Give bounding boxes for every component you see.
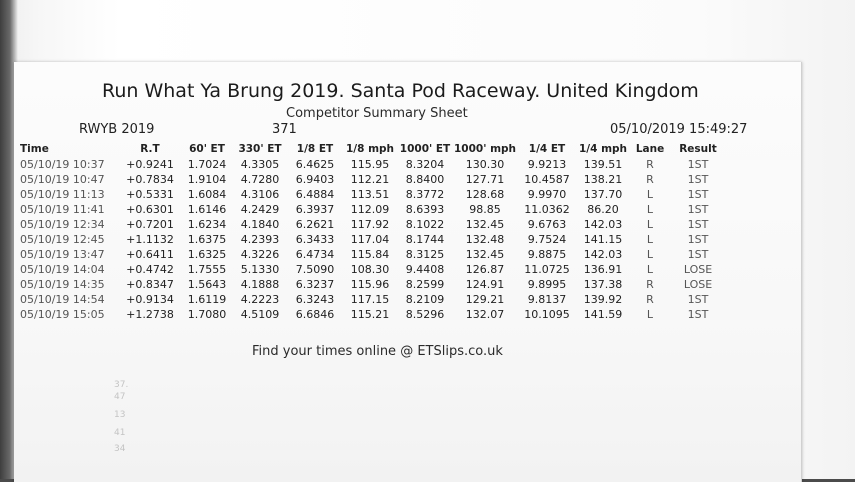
col-eighth-mph: 1/8 mph bbox=[345, 143, 395, 155]
cell-lane: R bbox=[646, 293, 654, 306]
cell-time: 05/10/19 14:54 bbox=[20, 293, 105, 306]
cell-eighth-et: 6.4734 bbox=[295, 248, 335, 261]
cell-time: 05/10/19 10:37 bbox=[20, 158, 105, 171]
cell-result: 1ST bbox=[687, 218, 709, 231]
cell-eighth-mph: 117.04 bbox=[350, 233, 390, 246]
col-60ft-et: 60' ET bbox=[189, 143, 225, 155]
cell-result: 1ST bbox=[687, 308, 709, 321]
cell-quarter-et: 11.0362 bbox=[524, 203, 570, 216]
cell-1000ft-mph: 126.87 bbox=[465, 263, 505, 276]
cell-reaction-time: +1.2738 bbox=[126, 308, 174, 321]
cell-eighth-mph: 115.84 bbox=[350, 248, 390, 261]
cell-330ft-et: 4.1888 bbox=[240, 278, 280, 291]
cell-result: 1ST bbox=[687, 173, 709, 186]
cell-330ft-et: 4.2393 bbox=[240, 233, 280, 246]
table-row bbox=[18, 262, 726, 277]
cell-eighth-mph: 115.95 bbox=[350, 158, 390, 171]
cell-60ft-et: 1.6119 bbox=[187, 293, 227, 306]
cell-1000ft-mph: 129.21 bbox=[465, 293, 505, 306]
cell-eighth-mph: 115.21 bbox=[350, 308, 390, 321]
cell-lane: L bbox=[646, 218, 654, 231]
cell-eighth-mph: 113.51 bbox=[350, 188, 390, 201]
cell-reaction-time: +0.7201 bbox=[126, 218, 174, 231]
cell-330ft-et: 4.5109 bbox=[240, 308, 280, 321]
cell-eighth-et: 6.3243 bbox=[295, 293, 335, 306]
cell-quarter-et: 9.6763 bbox=[527, 218, 567, 231]
cell-reaction-time: +1.1132 bbox=[126, 233, 174, 246]
cell-quarter-et: 10.1095 bbox=[524, 308, 570, 321]
cell-330ft-et: 4.2223 bbox=[240, 293, 280, 306]
cell-eighth-et: 6.3433 bbox=[295, 233, 335, 246]
print-datetime: 05/10/2019 15:49:27 bbox=[610, 122, 748, 137]
cell-eighth-et: 6.6846 bbox=[295, 308, 335, 321]
cell-reaction-time: +0.6411 bbox=[126, 248, 174, 261]
cell-1000ft-et: 8.1022 bbox=[405, 218, 445, 231]
cell-eighth-mph: 115.96 bbox=[350, 278, 390, 291]
cell-1000ft-et: 8.3772 bbox=[405, 188, 445, 201]
cell-60ft-et: 1.6375 bbox=[187, 233, 227, 246]
table-row bbox=[18, 202, 726, 217]
cell-lane: L bbox=[646, 233, 654, 246]
col-result: Result bbox=[679, 143, 717, 155]
sheet-subtitle: Competitor Summary Sheet bbox=[286, 106, 468, 121]
table-row bbox=[18, 247, 726, 262]
cell-quarter-et: 9.7524 bbox=[527, 233, 567, 246]
cell-1000ft-mph: 132.45 bbox=[465, 218, 505, 231]
cell-1000ft-mph: 128.68 bbox=[465, 188, 505, 201]
cell-1000ft-et: 8.5296 bbox=[405, 308, 445, 321]
cell-quarter-et: 10.4587 bbox=[524, 173, 570, 186]
cell-quarter-mph: 137.38 bbox=[583, 278, 623, 291]
show-through-mark: 41 bbox=[114, 428, 126, 438]
cell-eighth-mph: 117.92 bbox=[350, 218, 390, 231]
col-quarter-et: 1/4 ET bbox=[528, 143, 566, 155]
cell-330ft-et: 4.3106 bbox=[240, 188, 280, 201]
cell-result: 1ST bbox=[687, 188, 709, 201]
col-330ft-et: 330' ET bbox=[238, 143, 282, 155]
cell-time: 05/10/19 12:34 bbox=[20, 218, 105, 231]
cell-1000ft-mph: 132.48 bbox=[465, 233, 505, 246]
table-row bbox=[18, 172, 726, 187]
cell-lane: L bbox=[646, 188, 654, 201]
cell-lane: L bbox=[646, 263, 654, 276]
cell-eighth-et: 6.9403 bbox=[295, 173, 335, 186]
cell-1000ft-et: 8.3204 bbox=[405, 158, 445, 171]
cell-quarter-et: 11.0725 bbox=[524, 263, 570, 276]
col-lane: Lane bbox=[635, 143, 665, 155]
show-through-mark: 13 bbox=[114, 410, 126, 420]
cell-1000ft-mph: 98.85 bbox=[469, 203, 501, 216]
cell-quarter-et: 9.9970 bbox=[527, 188, 567, 201]
cell-1000ft-mph: 132.45 bbox=[465, 248, 505, 261]
cell-time: 05/10/19 11:41 bbox=[20, 203, 105, 216]
cell-eighth-et: 6.3937 bbox=[295, 203, 335, 216]
competitor-number: 371 bbox=[272, 122, 297, 137]
cell-330ft-et: 4.3226 bbox=[240, 248, 280, 261]
cell-1000ft-mph: 132.07 bbox=[465, 308, 505, 321]
table-row bbox=[18, 217, 726, 232]
cell-330ft-et: 4.2429 bbox=[240, 203, 280, 216]
cell-lane: R bbox=[646, 173, 654, 186]
cell-reaction-time: +0.9241 bbox=[126, 158, 174, 171]
cell-result: 1ST bbox=[687, 293, 709, 306]
col-eighth-et: 1/8 ET bbox=[296, 143, 334, 155]
cell-reaction-time: +0.4742 bbox=[126, 263, 174, 276]
cell-330ft-et: 4.1840 bbox=[240, 218, 280, 231]
cell-60ft-et: 1.7080 bbox=[187, 308, 227, 321]
cell-1000ft-et: 8.2599 bbox=[405, 278, 445, 291]
cell-60ft-et: 1.6325 bbox=[187, 248, 227, 261]
cell-60ft-et: 1.7555 bbox=[187, 263, 227, 276]
cell-time: 05/10/19 14:04 bbox=[20, 263, 105, 276]
cell-eighth-et: 6.4625 bbox=[295, 158, 335, 171]
cell-eighth-et: 6.3237 bbox=[295, 278, 335, 291]
show-through-mark: 37. bbox=[114, 380, 129, 390]
cell-quarter-mph: 137.70 bbox=[583, 188, 623, 201]
cell-lane: L bbox=[646, 248, 654, 261]
cell-1000ft-et: 8.1744 bbox=[405, 233, 445, 246]
cell-1000ft-et: 8.6393 bbox=[405, 203, 445, 216]
cell-1000ft-mph: 127.71 bbox=[465, 173, 505, 186]
table-row bbox=[18, 232, 726, 247]
show-through-mark: 47 bbox=[114, 392, 126, 402]
sheet-title: Run What Ya Brung 2019. Santa Pod Raceway. United Kingdom bbox=[102, 80, 699, 102]
cell-1000ft-et: 9.4408 bbox=[405, 263, 445, 276]
cell-result: LOSE bbox=[683, 278, 713, 291]
table-row bbox=[18, 157, 726, 172]
cell-quarter-mph: 139.51 bbox=[583, 158, 623, 171]
cell-60ft-et: 1.9104 bbox=[187, 173, 227, 186]
cell-eighth-mph: 112.21 bbox=[350, 173, 390, 186]
cell-quarter-mph: 142.03 bbox=[583, 248, 623, 261]
cell-quarter-mph: 138.21 bbox=[583, 173, 623, 186]
cell-60ft-et: 1.6084 bbox=[187, 188, 227, 201]
cell-time: 05/10/19 13:47 bbox=[20, 248, 105, 261]
results-sheet bbox=[14, 62, 802, 482]
cell-result: LOSE bbox=[683, 263, 713, 276]
cell-1000ft-mph: 130.30 bbox=[465, 158, 505, 171]
cell-1000ft-et: 8.8400 bbox=[405, 173, 445, 186]
cell-eighth-mph: 117.15 bbox=[350, 293, 390, 306]
show-through-mark: 34 bbox=[114, 444, 126, 454]
paper-edge bbox=[801, 62, 802, 482]
cell-result: 1ST bbox=[687, 248, 709, 261]
cell-60ft-et: 1.6234 bbox=[187, 218, 227, 231]
table-row bbox=[18, 277, 726, 292]
cell-eighth-mph: 108.30 bbox=[350, 263, 390, 276]
cell-quarter-et: 9.8875 bbox=[527, 248, 567, 261]
cell-quarter-et: 9.8137 bbox=[527, 293, 567, 306]
cell-lane: R bbox=[646, 278, 654, 291]
cell-result: 1ST bbox=[687, 233, 709, 246]
cell-lane: R bbox=[646, 158, 654, 171]
cell-1000ft-et: 8.3125 bbox=[405, 248, 445, 261]
event-name: RWYB 2019 bbox=[79, 122, 155, 137]
footer-note: Find your times online @ ETSlips.co.uk bbox=[252, 344, 503, 359]
cell-330ft-et: 4.7280 bbox=[240, 173, 280, 186]
cell-reaction-time: +0.8347 bbox=[126, 278, 174, 291]
table-header-row bbox=[18, 142, 726, 157]
cell-result: 1ST bbox=[687, 203, 709, 216]
table-row bbox=[18, 307, 726, 322]
cell-60ft-et: 1.6146 bbox=[187, 203, 227, 216]
cell-quarter-mph: 141.15 bbox=[583, 233, 623, 246]
cell-result: 1ST bbox=[687, 158, 709, 171]
col-1000ft-mph: 1000' mph bbox=[453, 143, 517, 155]
table-row bbox=[18, 187, 726, 202]
col-1000ft-et: 1000' ET bbox=[399, 143, 451, 155]
results-body bbox=[18, 157, 726, 322]
cell-reaction-time: +0.6301 bbox=[126, 203, 174, 216]
cell-time: 05/10/19 10:47 bbox=[20, 173, 105, 186]
cell-time: 05/10/19 14:35 bbox=[20, 278, 105, 291]
cell-1000ft-et: 8.2109 bbox=[405, 293, 445, 306]
cell-quarter-et: 9.8995 bbox=[527, 278, 567, 291]
cell-time: 05/10/19 11:13 bbox=[20, 188, 105, 201]
cell-quarter-mph: 142.03 bbox=[583, 218, 623, 231]
cell-quarter-mph: 136.91 bbox=[583, 263, 623, 276]
cell-eighth-et: 6.4884 bbox=[295, 188, 335, 201]
cell-330ft-et: 4.3305 bbox=[240, 158, 280, 171]
cell-quarter-mph: 139.92 bbox=[583, 293, 623, 306]
cell-reaction-time: +0.9134 bbox=[126, 293, 174, 306]
table-row bbox=[18, 292, 726, 307]
results-table bbox=[18, 142, 726, 322]
cell-time: 05/10/19 12:45 bbox=[20, 233, 105, 246]
cell-lane: L bbox=[646, 308, 654, 321]
cell-60ft-et: 1.7024 bbox=[187, 158, 227, 171]
cell-quarter-mph: 141.59 bbox=[583, 308, 623, 321]
cell-quarter-mph: 86.20 bbox=[587, 203, 619, 216]
cell-reaction-time: +0.7834 bbox=[126, 173, 174, 186]
cell-1000ft-mph: 124.91 bbox=[465, 278, 505, 291]
cell-eighth-et: 7.5090 bbox=[295, 263, 335, 276]
cell-330ft-et: 5.1330 bbox=[240, 263, 280, 276]
cell-eighth-mph: 112.09 bbox=[350, 203, 390, 216]
cell-lane: L bbox=[646, 203, 654, 216]
cell-time: 05/10/19 15:05 bbox=[20, 308, 105, 321]
cell-eighth-et: 6.2621 bbox=[295, 218, 335, 231]
cell-reaction-time: +0.5331 bbox=[126, 188, 174, 201]
col-reaction-time: R.T bbox=[140, 143, 160, 155]
cell-60ft-et: 1.5643 bbox=[187, 278, 227, 291]
cell-quarter-et: 9.9213 bbox=[527, 158, 567, 171]
col-quarter-mph: 1/4 mph bbox=[578, 143, 628, 155]
col-time: Time bbox=[20, 143, 49, 155]
